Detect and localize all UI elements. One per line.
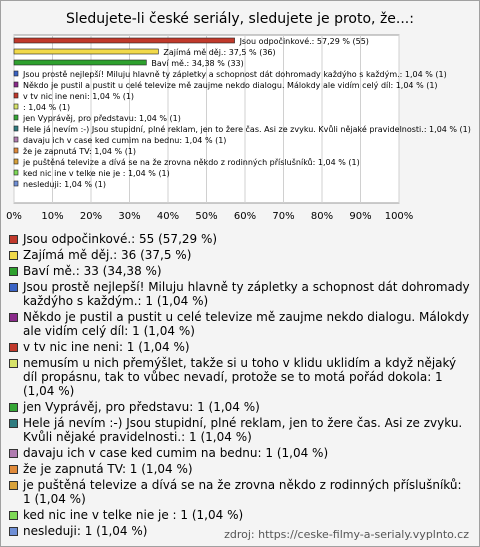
bar-label: davaju ich v case ked cumim na bednu: 1,04 % (1) [23, 136, 227, 145]
legend-item [9, 310, 471, 338]
bar [14, 49, 158, 54]
legend-label: ked nic ine v telke nie je : 1 (1,04 %) [23, 508, 244, 522]
bar-label: Baví mě.: 34,38 % (33) [151, 59, 244, 68]
legend-item [9, 232, 471, 246]
legend-label: Zajímá mě děj.: 36 (37,5 %) [23, 248, 192, 262]
legend-item [9, 248, 471, 262]
legend-swatch [9, 359, 18, 368]
legend-label: že je zapnutá TV: 1 (1,04 %) [23, 462, 193, 476]
bar [14, 170, 18, 175]
bar-label: je puštěná televize a dívá se na že zrovna někdo z rodinných příslušníků: 1,04 % (1) [23, 158, 360, 167]
legend-swatch [9, 313, 18, 322]
legend-swatch [9, 251, 18, 260]
legend-swatch [9, 449, 18, 458]
bar-label: jen Vyprávěj, pro představu: 1,04 % (1) [23, 114, 181, 123]
x-tick-label: 70% [272, 211, 295, 222]
bar-chart [1, 1, 479, 231]
bar [14, 60, 146, 65]
legend-item [9, 446, 471, 460]
legend-item [9, 416, 471, 444]
legend-item [9, 340, 471, 354]
x-tick-label: 40% [156, 211, 180, 222]
legend-swatch [9, 511, 18, 520]
legend-item [9, 462, 471, 476]
legend-swatch [9, 235, 18, 244]
legend-swatch [9, 481, 18, 490]
bar-label: Hele já nevím :-) Jsou stupidní, plné reklam, jen to žere čas. Asi ze zvyku. Kvůli nějaké pravidelnosti.: 1,04 % (1) [23, 125, 471, 134]
bar-label: nesleduji: 1,04 % (1) [23, 180, 106, 189]
x-tick-label: 20% [79, 211, 103, 222]
bar [14, 137, 18, 142]
legend-label: Hele já nevím :-) Jsou stupidní, plné reklam, jen to žere čas. Asi ze zvyku. Kvůli nějaké pravidelnosti.: 1 (1,04 %) [23, 416, 463, 444]
bar [14, 115, 18, 120]
x-tick-label: 10% [41, 211, 64, 222]
bar-label: v tv nic ine neni: 1,04 % (1) [23, 92, 135, 101]
x-tick-label: 0% [6, 211, 22, 222]
x-tick-label: 30% [118, 211, 141, 222]
source-note: zdroj: https://ceske-filmy-a-serialy.vyplnto.cz [224, 528, 469, 541]
legend-label: davaju ich v case ked cumim na bednu: 1 (1,04 %) [23, 446, 329, 460]
legend-swatch [9, 403, 18, 412]
legend-label: Baví mě.: 33 (34,38 %) [23, 264, 162, 278]
legend-swatch [9, 527, 18, 536]
bar-label: Někdo je pustil a pustit u celé televize mě zaujme nekdo dialogu. Málokdy ale vidím celý díl: 1,04 % (1) [23, 81, 438, 90]
legend-item [9, 356, 471, 398]
x-tick-labels [6, 211, 413, 222]
bar [14, 159, 18, 164]
bar [14, 181, 18, 186]
bar-label: že je zapnutá TV: 1,04 % (1) [23, 147, 137, 156]
bar-label: ked nic ine v telke nie je : 1,04 % (1) [23, 169, 170, 178]
bar [14, 148, 18, 153]
legend [9, 232, 471, 540]
bar [14, 126, 18, 131]
bar [14, 104, 18, 109]
legend-item [9, 264, 471, 278]
legend-item [9, 400, 471, 414]
legend-swatch [9, 343, 18, 352]
bar [14, 82, 18, 87]
legend-label: Někdo je pustil a pustit u celé televize mě zaujme nekdo dialogu. Málokdy ale vidím celý díl: 1 (1,04 %) [23, 310, 470, 338]
bar [14, 71, 18, 76]
bar-label: Jsou prostě nejlepší! Miluju hlavně ty zápletky a schopnost dát dohromady každýho s každým.: 1,04 % (1) [23, 70, 447, 79]
legend-label: Jsou odpočinkové.: 55 (57,29 %) [23, 232, 218, 246]
legend-label: je puštěná televize a dívá se na že zrovna někdo z rodinných příslušníků: 1 (1,04 %) [23, 478, 462, 506]
chart-title: Sledujete-li české seriály, sledujete je proto, že...: [66, 11, 414, 27]
x-tick-label: 100% [384, 211, 414, 222]
legend-label: nesleduji: 1 (1,04 %) [23, 524, 148, 538]
legend-swatch [9, 419, 18, 428]
legend-label: v tv nic ine neni: 1 (1,04 %) [23, 340, 190, 354]
x-tick-label: 60% [233, 211, 257, 222]
bar [14, 38, 235, 43]
bar-label: Zajímá mě děj.: 37,5 % (36) [163, 48, 276, 57]
legend-swatch [9, 267, 18, 276]
bar [14, 93, 18, 98]
legend-label: jen Vyprávěj, pro představu: 1 (1,04 %) [23, 400, 260, 414]
legend-label: Jsou prostě nejlepší! Miluju hlavně ty zápletky a schopnost dát dohromady každýho s každým.: 1 (1,04 %) [23, 280, 470, 308]
legend-item [9, 508, 471, 522]
x-tick-label: 90% [349, 211, 372, 222]
legend-label: nemusím u nich přemýšlet, takže si u toho v klidu uklidím a když nějaký díl propásnu, tak to vůbec nevadí, protože se to motá pořád dokola: 1 (1,04 %) [23, 356, 457, 398]
legend-swatch [9, 283, 18, 292]
legend-item [9, 280, 471, 308]
legend-item [9, 478, 471, 506]
x-tick-label: 80% [310, 211, 334, 222]
legend-swatch [9, 465, 18, 474]
x-tick-label: 50% [195, 211, 218, 222]
bar-label: : 1,04 % (1) [23, 103, 71, 112]
bar-label: Jsou odpočinkové.: 57,29 % (55) [239, 37, 369, 46]
